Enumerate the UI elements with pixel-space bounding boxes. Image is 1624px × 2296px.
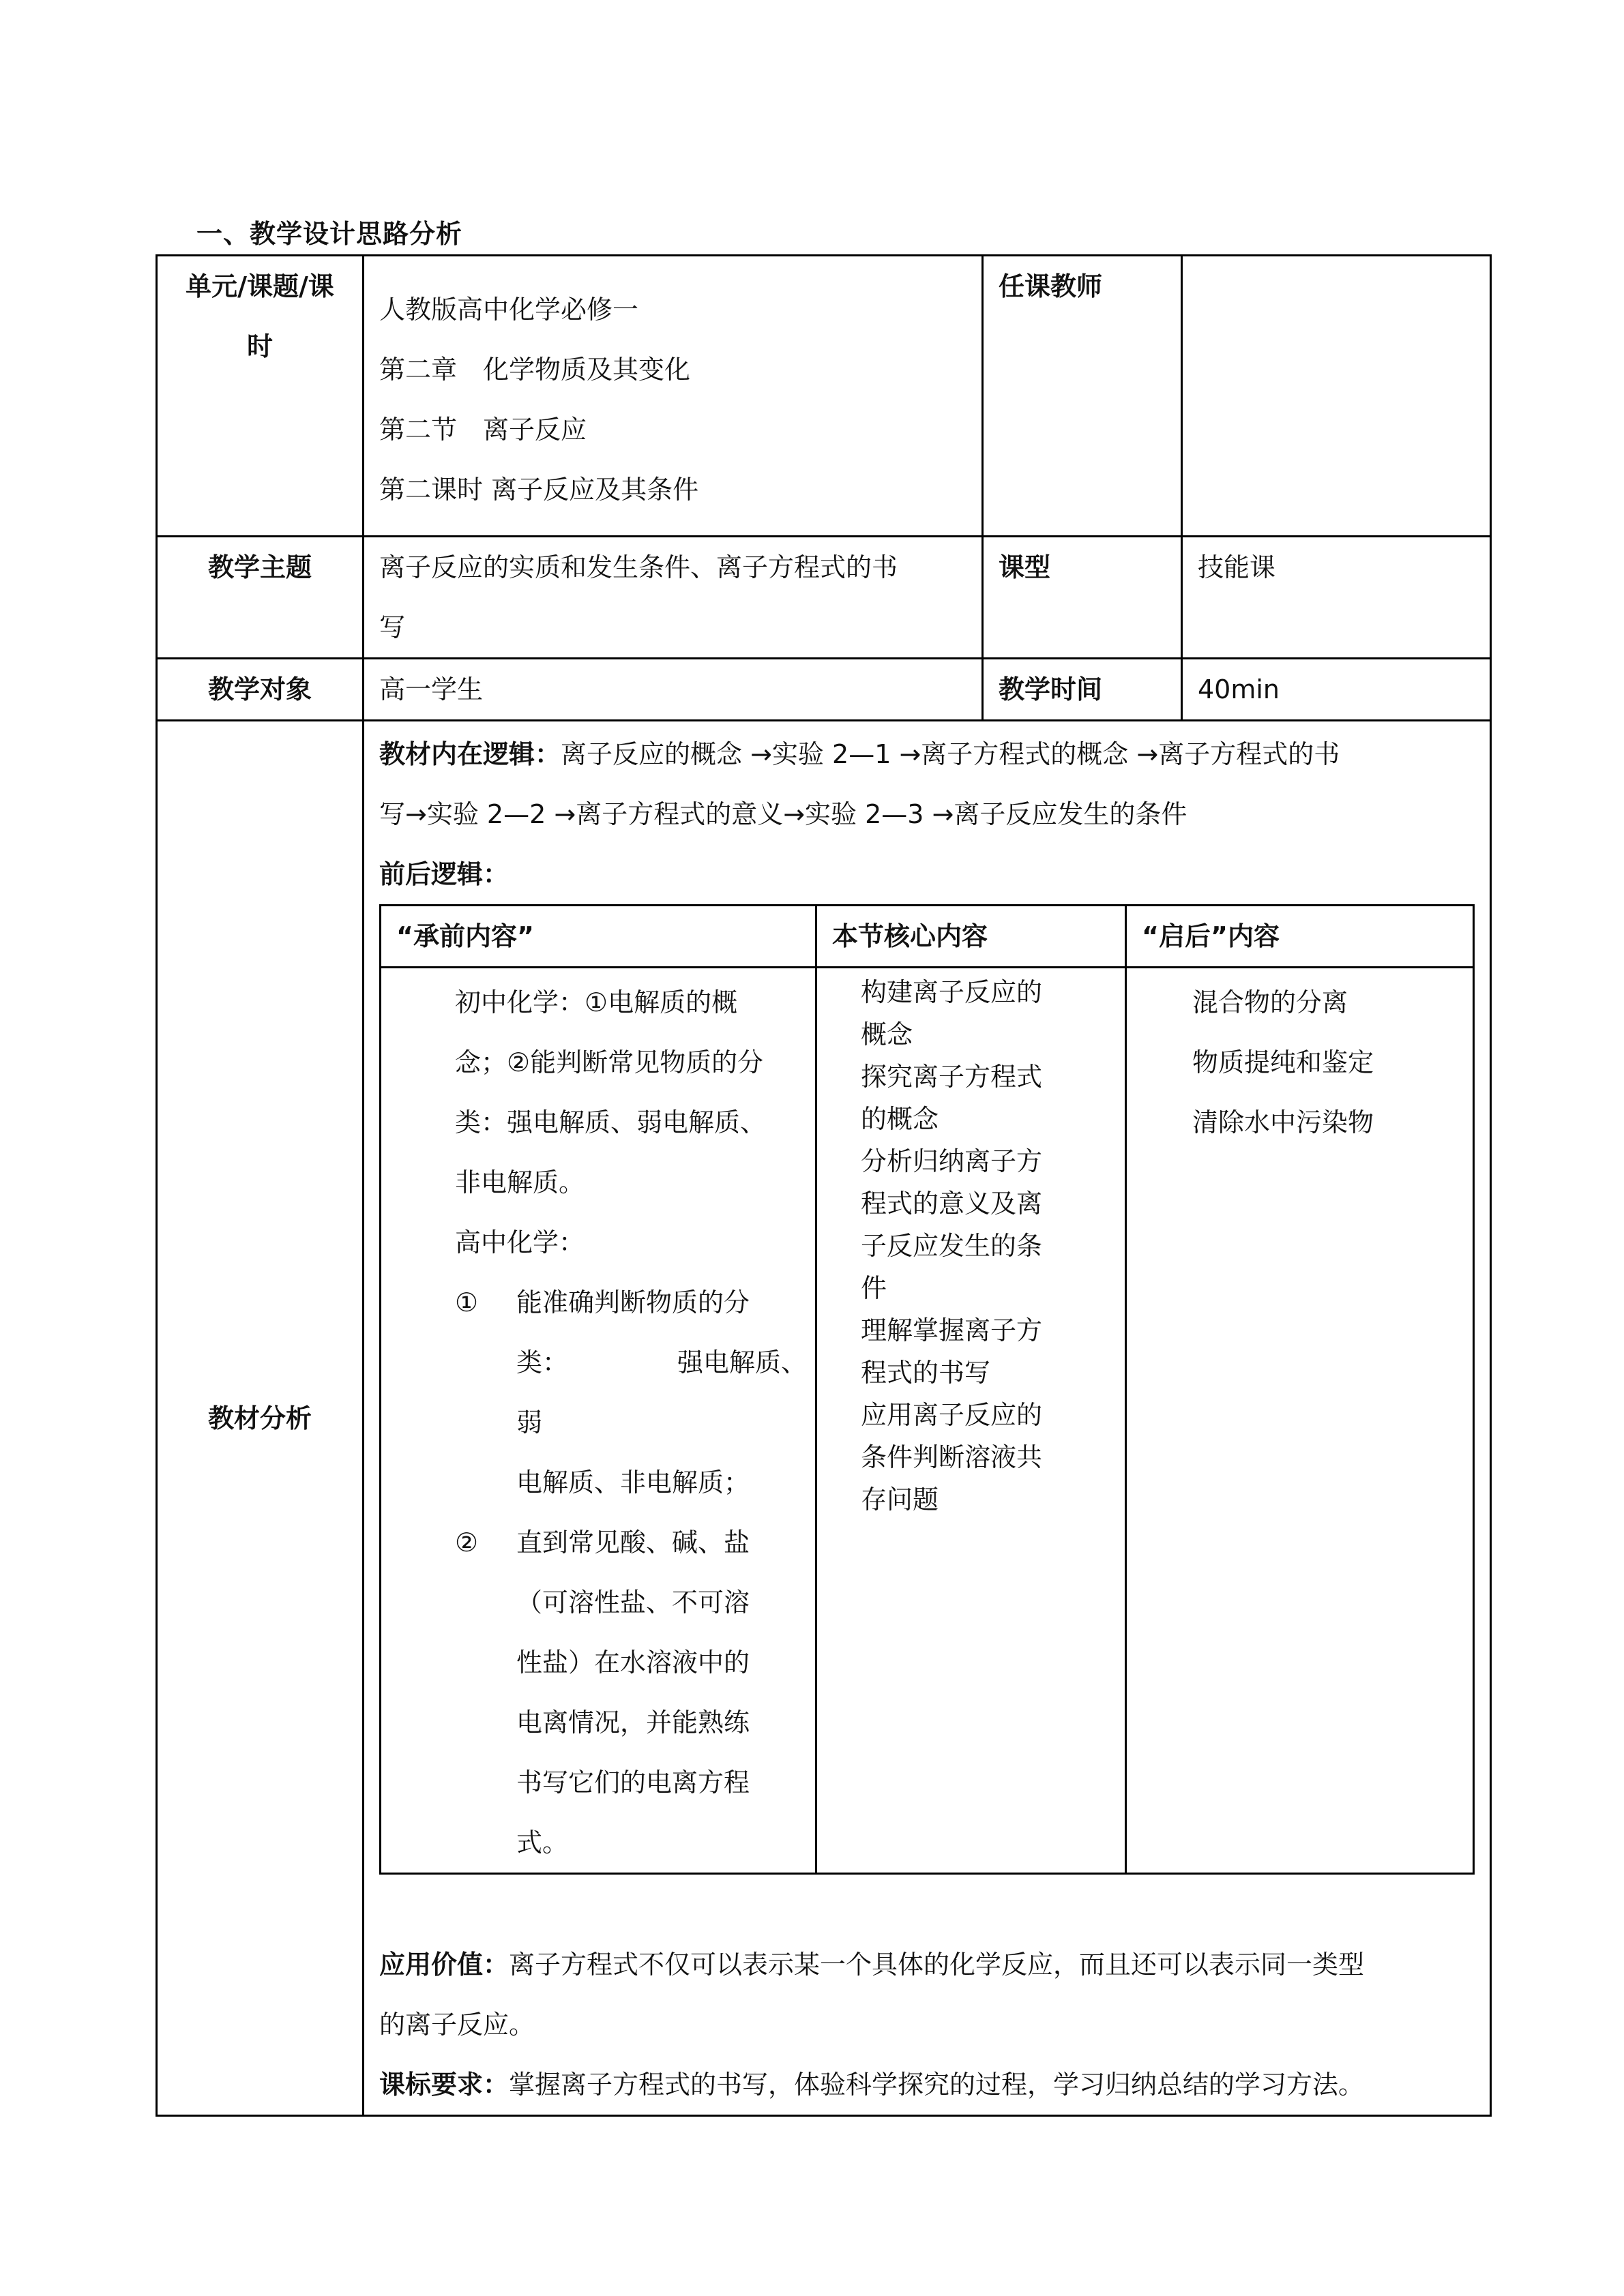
list-item xyxy=(440,1512,808,1873)
list-line-part: 强电解质、弱 xyxy=(516,1347,808,1437)
design-table xyxy=(156,254,1492,2117)
internal-logic-line1 xyxy=(379,724,1475,784)
standard-text: 掌握离子方程式的书写，体验科学探究的过程，学习归纳总结的学习方法。 xyxy=(509,2070,1365,2100)
theme-value-line2: 写 xyxy=(379,612,406,642)
list-line: 电解质、非电解质； xyxy=(516,1467,750,1497)
type-label: 课型 xyxy=(999,552,1051,582)
prior-junior-line: 初中化学：①电解质的概 xyxy=(455,987,738,1017)
core-line: 构建离子反应的 xyxy=(861,977,1043,1007)
list-line: 式。 xyxy=(516,1828,569,1858)
internal-logic-line2: 写→实验 2—2 →离子方程式的意义→实验 2—3 →离子反应发生的条件 xyxy=(379,799,1187,829)
prior-junior-line: 念；②能判断常见物质的分 xyxy=(455,1047,764,1077)
core-line: 探究离子方程式 xyxy=(861,1062,1043,1092)
unit-line: 第二节 离子反应 xyxy=(379,415,587,445)
value-line2: 的离子反应。 xyxy=(379,2010,535,2040)
type-value-cell xyxy=(1182,537,1491,659)
analysis-label-cell xyxy=(157,721,364,2116)
core-line: 子反应发生的条 xyxy=(861,1231,1043,1261)
time-label: 教学时间 xyxy=(999,674,1103,704)
core-line: 理解掌握离子方 xyxy=(861,1315,1043,1345)
prior-junior-line: 类：强电解质、弱电解质、 xyxy=(455,1107,767,1137)
unit-value-cell xyxy=(364,256,983,537)
list-line: 性盐）在水溶液中的 xyxy=(516,1648,750,1678)
after-line: 物质提纯和鉴定 xyxy=(1192,1047,1374,1077)
unit-line: 人教版高中化学必修一 xyxy=(379,295,639,325)
after-line: 清除水中污染物 xyxy=(1192,1107,1374,1137)
internal-logic-text1: 离子反应的概念 →实验 2—1 →离子方程式的概念 →离子方程式的书 xyxy=(561,739,1340,769)
prior-junior-line: 非电解质。 xyxy=(455,1167,585,1197)
list-line: （可溶性盐、不可溶 xyxy=(516,1587,750,1617)
teacher-label-cell xyxy=(983,256,1182,537)
prior-senior-label: 高中化学： xyxy=(455,1227,585,1257)
list-line: 直到常见酸、碱、盐 xyxy=(516,1527,750,1557)
time-label-cell xyxy=(983,659,1182,721)
theme-label-cell xyxy=(157,537,364,659)
unit-line: 第二章 化学物质及其变化 xyxy=(379,355,691,385)
core-line: 存问题 xyxy=(861,1485,939,1515)
core-content-cell xyxy=(816,968,1126,1874)
analysis-label: 教材分析 xyxy=(207,1403,312,1433)
audience-value-cell xyxy=(364,659,983,721)
logic-table xyxy=(379,904,1475,1875)
row-audience xyxy=(157,659,1491,721)
list-item xyxy=(440,1272,808,1512)
sequence-label: 前后逻辑： xyxy=(379,859,510,889)
theme-value-line1: 离子反应的实质和发生条件、离子方程式的书 xyxy=(379,552,898,582)
analysis-content-cell xyxy=(364,721,1491,2116)
core-line: 概念 xyxy=(861,1019,913,1049)
standard-label: 课标要求： xyxy=(379,2070,510,2100)
unit-line: 第二课时 离子反应及其条件 xyxy=(379,475,699,505)
section-heading: 一、教学设计思路分析 xyxy=(196,219,463,249)
header-after: “启后”内容 xyxy=(1126,906,1474,968)
standard-line xyxy=(379,2055,1475,2115)
logic-table-body xyxy=(381,968,1474,1874)
row-theme xyxy=(157,537,1491,659)
after-line: 混合物的分离 xyxy=(1192,987,1348,1017)
internal-logic-label: 教材内在逻辑： xyxy=(379,739,561,769)
core-line: 的概念 xyxy=(861,1104,939,1134)
core-line: 程式的书写 xyxy=(861,1358,991,1388)
audience-label-cell xyxy=(157,659,364,721)
list-line: 电离情况，并能熟练 xyxy=(516,1708,750,1738)
list-number: ② xyxy=(455,1527,479,1557)
unit-label-cell xyxy=(157,256,364,537)
list-number: ① xyxy=(455,1287,479,1317)
logic-table-header xyxy=(381,906,1474,968)
teacher-value-cell xyxy=(1182,256,1491,537)
list-line: 能准确判断物质的分 xyxy=(516,1287,750,1317)
core-line: 条件判断溶液共 xyxy=(861,1442,1043,1472)
row-analysis xyxy=(157,721,1491,2116)
after-content-cell xyxy=(1126,968,1474,1874)
time-value-cell xyxy=(1182,659,1491,721)
teacher-label: 任课教师 xyxy=(999,271,1103,301)
value-line1 xyxy=(379,1935,1475,1995)
spacer xyxy=(379,1875,1475,1935)
time-value: 40min xyxy=(1198,674,1280,704)
type-label-cell xyxy=(983,537,1182,659)
core-line: 应用离子反应的 xyxy=(861,1400,1043,1430)
row-unit xyxy=(157,256,1491,537)
core-line: 分析归纳离子方 xyxy=(861,1146,1043,1176)
list-line: 书写它们的电离方程 xyxy=(516,1768,750,1798)
value-text1: 离子方程式不仅可以表示某一个具体的化学反应，而且还可以表示同一类型 xyxy=(509,1950,1365,1980)
value-label: 应用价值： xyxy=(379,1950,510,1980)
audience-label: 教学对象 xyxy=(207,674,312,704)
header-core: 本节核心内容 xyxy=(816,906,1126,968)
list-line xyxy=(516,1332,808,1452)
type-value: 技能课 xyxy=(1198,552,1276,582)
theme-label: 教学主题 xyxy=(207,552,312,582)
core-line: 程式的意义及离 xyxy=(861,1189,1043,1219)
audience-value: 高一学生 xyxy=(379,674,484,704)
list-line-part: 类： xyxy=(516,1347,569,1377)
theme-value-cell xyxy=(364,537,983,659)
unit-label-line1: 单元/课题/课 xyxy=(186,271,334,301)
unit-label-line2: 时 xyxy=(246,331,273,361)
header-prior: “承前内容” xyxy=(381,906,816,968)
core-line: 件 xyxy=(861,1273,887,1303)
prior-senior-list xyxy=(455,1272,808,1873)
prior-content-cell xyxy=(381,968,816,1874)
